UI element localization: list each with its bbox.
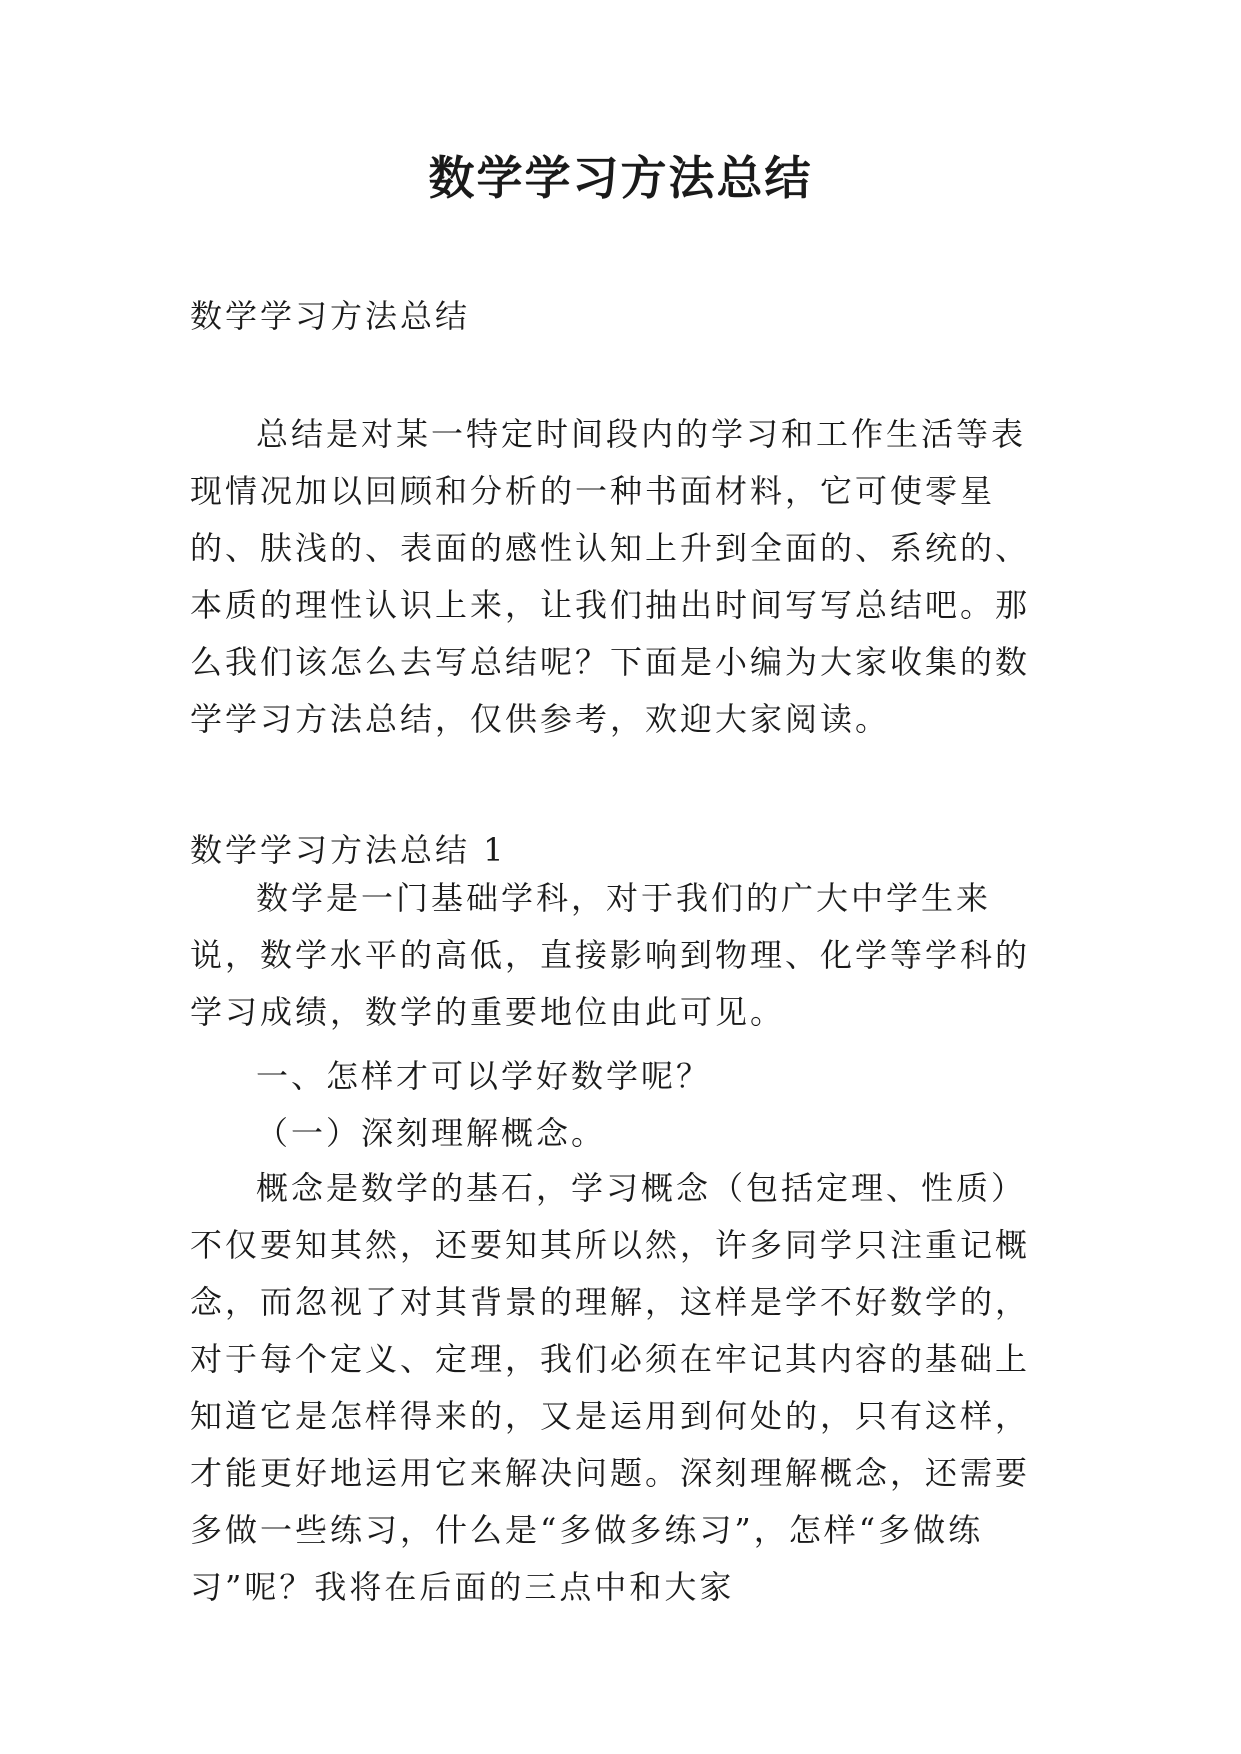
subsection-heading: （一）深刻理解概念。 <box>256 1114 607 1152</box>
document-title: 数学学习方法总结 <box>428 151 813 205</box>
question-heading: 一、怎样才可以学好数学呢？ <box>256 1057 712 1095</box>
intro-paragraph: 总结是对某一特定时间段内的学习和工作生活等表现情况加以回顾和分析的一种书面材料，它可使零星的、肤浅的、表面的感性认知上升到全面的、系统的、本质的理性认识上来，让我们抽出时间写写总结吧。那么我们该怎么去写总结呢？下面是小编为大家收集的数学学习方法总结，仅供参考，欢迎大家阅读。 <box>190 415 1031 738</box>
concept-paragraph: 概念是数学的基石，学习概念（包括定理、性质）不仅要知其然，还要知其所以然，许多同学只注重记概念，而忽视了对其背景的理解，这样是学不好数学的，对于每个定义、定理，我们必须在牢记其内容的基础上知道它是怎样得来的，又是运用到何处的，只有这样，才能更好地运用它来解决问题。深刻理解概念，还需要多做一些练习，什么是“多做多练习”，怎样“多做练习”呢？我将在后面的三点中和大家 <box>190 1169 1031 1606</box>
document-subtitle: 数学学习方法总结 <box>190 297 471 335</box>
section-heading: 数学学习方法总结 1 <box>190 831 507 869</box>
section-paragraph: 数学是一门基础学科，对于我们的广大中学生来说，数学水平的高低，直接影响到物理、化学等学科的学习成绩，数学的重要地位由此可见。 <box>190 879 1031 1031</box>
